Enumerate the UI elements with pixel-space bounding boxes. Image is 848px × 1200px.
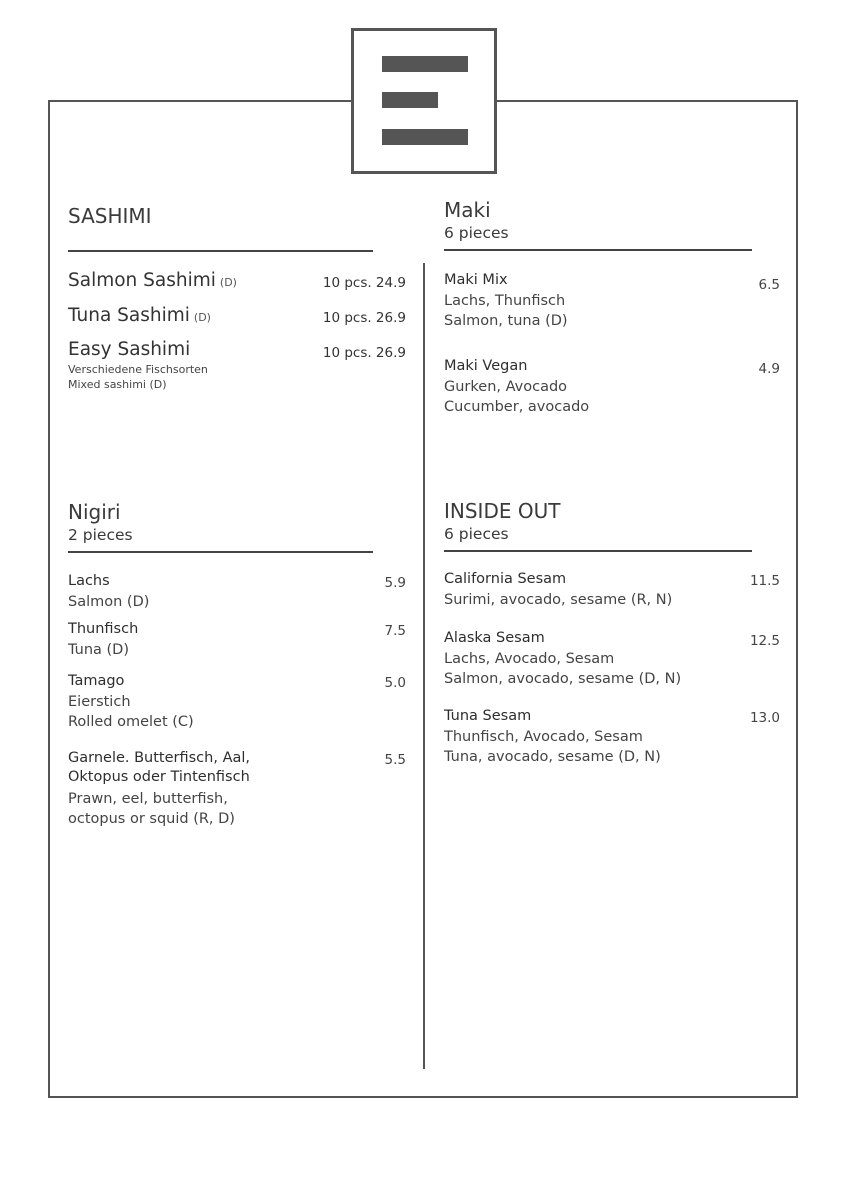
item-desc: Surimi, avocado, sesame (R, N) bbox=[444, 592, 673, 608]
item-price: 10 pcs. 26.9 bbox=[322, 310, 406, 326]
logo-bar bbox=[382, 129, 468, 145]
item-desc: Prawn, eel, butterfish, bbox=[68, 791, 228, 807]
item-name: Lachs bbox=[68, 573, 110, 589]
item-desc: Cucumber, avocado bbox=[444, 399, 590, 415]
item-name: Alaska Sesam bbox=[444, 630, 545, 646]
section-rule bbox=[444, 550, 752, 552]
item-price: 13.0 bbox=[749, 710, 780, 726]
item-desc: Thunfisch, Avocado, Sesam bbox=[444, 729, 643, 745]
item-name-line2: Oktopus oder Tintenfisch bbox=[68, 769, 250, 785]
section-title-maki: Maki bbox=[444, 198, 491, 222]
logo-bar bbox=[382, 56, 468, 72]
item-desc: Gurken, Avocado bbox=[444, 379, 568, 395]
item-desc: Tuna (D) bbox=[68, 642, 130, 658]
item-desc: Mixed sashimi (D) bbox=[68, 378, 167, 391]
item-name: Easy Sashimi bbox=[68, 339, 191, 360]
allergen-tag: (D) bbox=[219, 276, 237, 289]
section-subtitle: 2 pieces bbox=[68, 526, 133, 544]
logo-bar bbox=[382, 92, 438, 108]
item-name: Thunfisch bbox=[68, 621, 139, 637]
item-price: 4.9 bbox=[758, 361, 780, 377]
item-desc: Tuna, avocado, sesame (D, N) bbox=[444, 749, 661, 765]
menu-item-salmon-sashimi bbox=[68, 270, 237, 291]
item-desc: octopus or squid (R, D) bbox=[68, 811, 235, 827]
item-price: 12.5 bbox=[749, 633, 780, 649]
item-desc: Rolled omelet (C) bbox=[68, 714, 194, 730]
section-rule bbox=[68, 250, 373, 252]
item-price: 10 pcs. 26.9 bbox=[322, 345, 406, 361]
item-desc: Lachs, Avocado, Sesam bbox=[444, 651, 615, 667]
item-desc: Lachs, Thunfisch bbox=[444, 293, 566, 309]
section-title-inside-out: INSIDE OUT bbox=[444, 499, 561, 523]
item-price: 5.0 bbox=[384, 675, 406, 691]
logo-icon bbox=[351, 28, 497, 174]
item-desc: Salmon, avocado, sesame (D, N) bbox=[444, 671, 682, 687]
item-name: Maki Vegan bbox=[444, 358, 528, 374]
item-desc: Eierstich bbox=[68, 694, 131, 710]
item-price: 5.5 bbox=[384, 752, 406, 768]
item-name: Garnele. Butterfisch, Aal, bbox=[68, 750, 251, 766]
item-desc: Salmon (D) bbox=[68, 594, 150, 610]
item-price: 5.9 bbox=[384, 575, 406, 591]
item-price: 11.5 bbox=[749, 573, 780, 589]
item-price: 10 pcs. 24.9 bbox=[322, 275, 406, 291]
menu-item-easy-sashimi bbox=[68, 339, 190, 360]
allergen-tag: (D) bbox=[193, 311, 211, 324]
item-desc: Verschiedene Fischsorten bbox=[68, 363, 208, 376]
menu-item-tuna-sashimi bbox=[68, 305, 211, 326]
item-name: Salmon Sashimi bbox=[68, 270, 216, 291]
item-name: Tamago bbox=[68, 673, 125, 689]
section-subtitle: 6 pieces bbox=[444, 224, 509, 242]
item-name: Tuna Sesam bbox=[444, 708, 532, 724]
section-rule bbox=[444, 249, 752, 251]
column-divider bbox=[423, 263, 425, 1069]
section-title-nigiri: Nigiri bbox=[68, 500, 121, 524]
item-name: Tuna Sashimi bbox=[68, 305, 190, 326]
item-name: California Sesam bbox=[444, 571, 567, 587]
item-desc: Salmon, tuna (D) bbox=[444, 313, 568, 329]
item-name: Maki Mix bbox=[444, 272, 508, 288]
item-price: 6.5 bbox=[758, 277, 780, 293]
section-title-sashimi: SASHIMI bbox=[68, 204, 152, 228]
section-subtitle: 6 pieces bbox=[444, 525, 509, 543]
item-price: 7.5 bbox=[384, 623, 406, 639]
section-rule bbox=[68, 551, 373, 553]
